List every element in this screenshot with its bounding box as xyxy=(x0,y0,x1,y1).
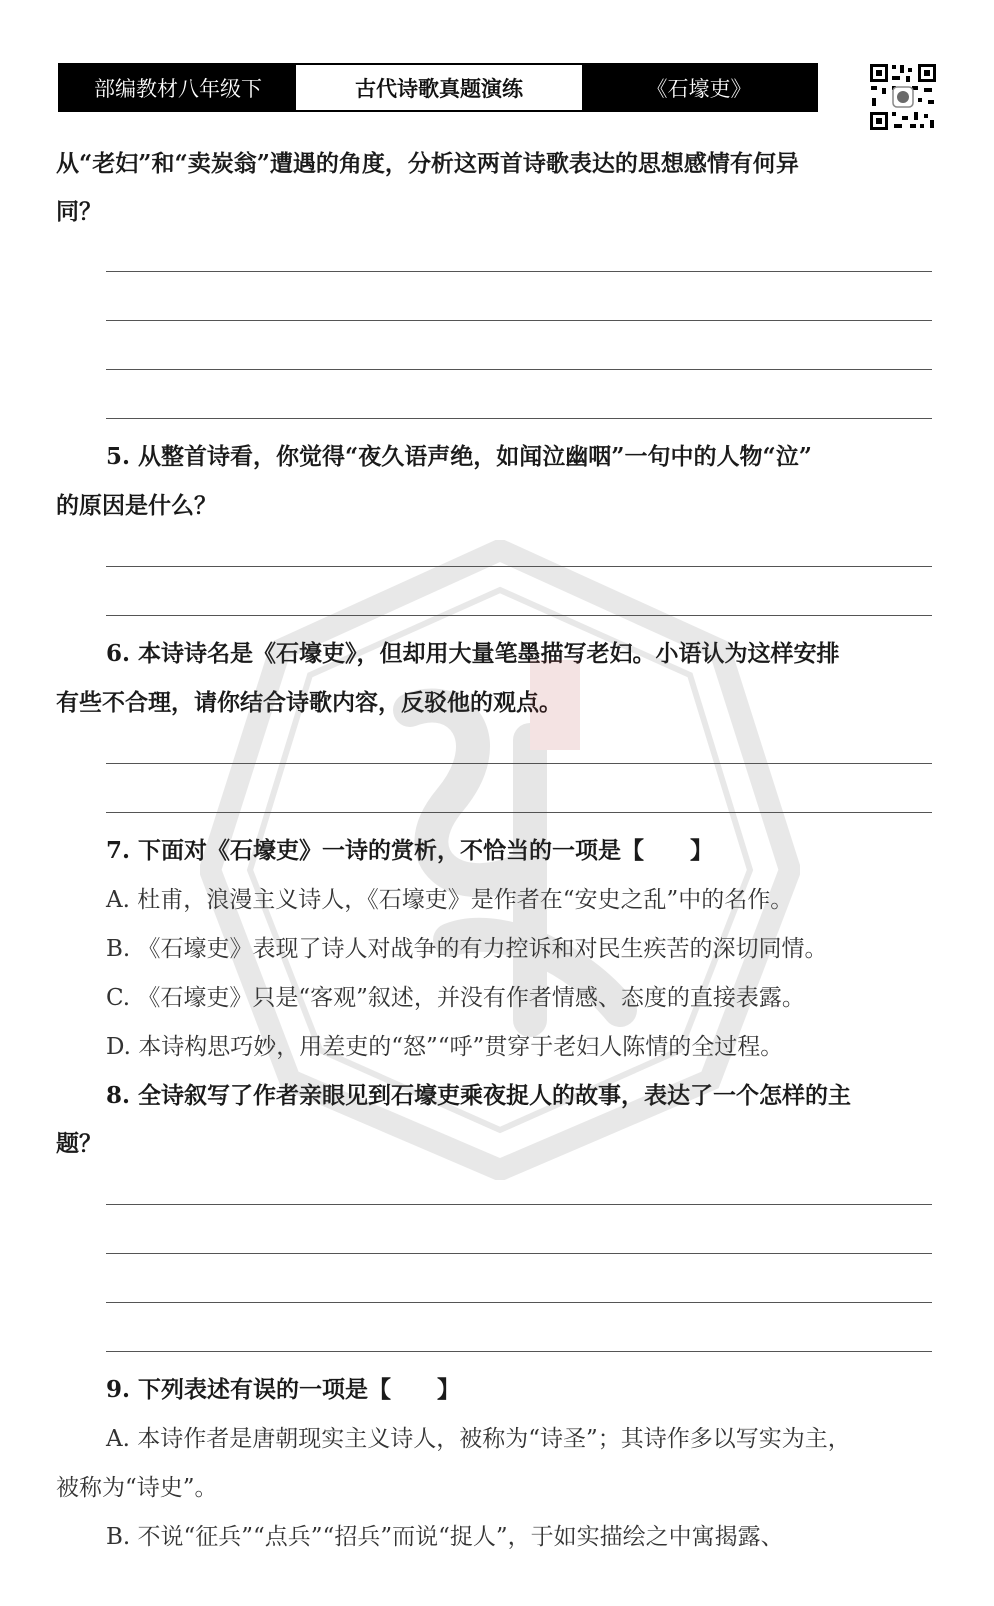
qr-code-icon xyxy=(868,62,938,132)
answer-line[interactable] xyxy=(106,418,932,419)
q8-stem-line-2: 题？ xyxy=(56,1130,102,1157)
q6-stem-line-2: 有些不合理，请你结合诗歌内容，反驳他的观点。 xyxy=(56,689,562,716)
q7-stem: 7. 下面对《石壕吏》一诗的赏析，不恰当的一项是【 】 xyxy=(106,837,714,864)
q5-stem-line-2: 的原因是什么？ xyxy=(56,492,217,519)
q8-stem-line-1: 8. 全诗叙写了作者亲眼见到石壕吏乘夜捉人的故事，表达了一个怎样的主 xyxy=(106,1082,852,1109)
q7-option-d[interactable]: D. 本诗构思巧妙，用差吏的“怒”“呼”贯穿于老妇人陈情的全过程。 xyxy=(106,1034,784,1060)
q9-stem: 9. 下列表述有误的一项是【 】 xyxy=(106,1376,461,1403)
header-poem: 《石壕吏》 xyxy=(582,65,816,110)
q6-stem-line-1: 6. 本诗诗名是《石壕吏》，但却用大量笔墨描写老妇。小语认为这样安排 xyxy=(106,640,840,667)
header-section: 古代诗歌真题演练 xyxy=(296,65,582,110)
q4-stem-line-2: 同？ xyxy=(56,198,102,225)
answer-line[interactable] xyxy=(106,566,932,567)
q4-stem-line-1: 从“老妇”和“卖炭翁”遭遇的角度，分析这两首诗歌表达的思想感情有何异 xyxy=(56,150,799,177)
q5-stem-line-1: 5. 从整首诗看，你觉得“夜久语声绝，如闻泣幽咽”一句中的人物“泣” xyxy=(106,443,812,470)
answer-line[interactable] xyxy=(106,812,932,813)
q9-option-b-line-1[interactable]: B. 不说“征兵”“点兵”“招兵”而说“捉人”，于如实描绘之中寓揭露、 xyxy=(106,1524,784,1550)
worksheet-header xyxy=(58,63,818,112)
answer-line[interactable] xyxy=(106,615,932,616)
q9-option-a-line-2: 被称为“诗史”。 xyxy=(56,1475,218,1501)
answer-line[interactable] xyxy=(106,369,932,370)
answer-line[interactable] xyxy=(106,271,932,272)
q7-option-a[interactable]: A. 杜甫，浪漫主义诗人，《石壕吏》是作者在“安史之乱”中的名作。 xyxy=(106,887,794,913)
answer-line[interactable] xyxy=(106,320,932,321)
q7-option-b[interactable]: B. 《石壕吏》表现了诗人对战争的有力控诉和对民生疾苦的深切同情。 xyxy=(106,936,828,962)
answer-line[interactable] xyxy=(106,1302,932,1303)
answer-line[interactable] xyxy=(106,1253,932,1254)
answer-line[interactable] xyxy=(106,1204,932,1205)
q9-option-a-line-1[interactable]: A. 本诗作者是唐朝现实主义诗人，被称为“诗圣”；其诗作多以写实为主， xyxy=(106,1426,851,1452)
answer-line[interactable] xyxy=(106,1351,932,1352)
answer-line[interactable] xyxy=(106,763,932,764)
header-grade: 部编教材八年级下 xyxy=(60,65,296,110)
q7-option-c[interactable]: C. 《石壕吏》只是“客观”叙述，并没有作者情感、态度的直接表露。 xyxy=(106,985,805,1011)
